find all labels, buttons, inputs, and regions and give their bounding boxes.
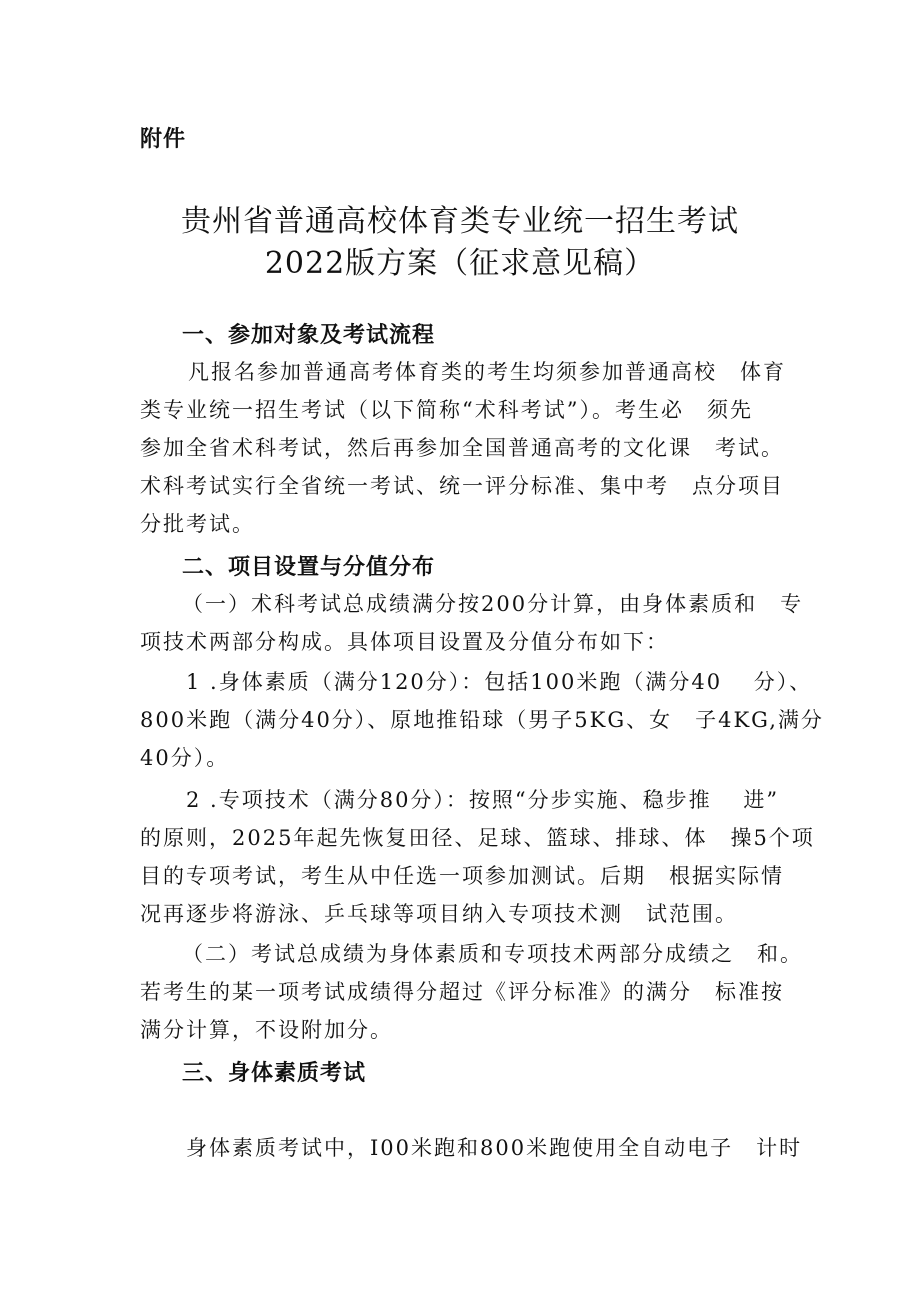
section-2-p4-line-3: 满分计算，不设附加分。 bbox=[140, 1018, 393, 1042]
section-1-line-3: 参加全省术科考试，然后再参加全国普通高考的文化课 考试。 bbox=[140, 436, 784, 460]
section-1-line-2: 类专业统一招生考试（以下简称“术科考试”）。考生必 须先 bbox=[140, 398, 753, 422]
section-2-p4-line-1: （二）考试总成绩为身体素质和专项技术两部分成绩之 和。 bbox=[182, 942, 803, 966]
section-1-line-5: 分批考试。 bbox=[140, 512, 255, 536]
section-2-p1-line-1: （一）术科考试总成绩满分按200分计算，由身体素质和 专 bbox=[182, 592, 804, 616]
document-title-line-2: 2022版方案（征求意见稿） bbox=[264, 246, 656, 281]
attachment-label: 附件 bbox=[140, 127, 187, 152]
section-3-heading: 三、身体素质考试 bbox=[182, 1061, 367, 1086]
section-2-p2-line-1: 1 .身体素质（满分120分）：包括100米跑（满分40 分）、 bbox=[186, 670, 813, 694]
section-2-p3-line-4: 况再逐步将游泳、乒乓球等项目纳入专项技术测 试范围。 bbox=[140, 902, 738, 926]
document-title-line-1: 贵州省普通高校体育类专业统一招生考试 bbox=[181, 204, 739, 239]
section-2-heading: 二、项目设置与分值分布 bbox=[182, 555, 436, 580]
section-2-p3-line-2: 的原则，2025年起先恢复田径、足球、篮球、排球、体 操5个项 bbox=[140, 826, 815, 850]
section-3-line-1: 身体素质考试中，I00米跑和800米跑使用全自动电子 计时 bbox=[186, 1136, 803, 1160]
section-2-p2-line-2: 800米跑（满分40分）、原地推铅球（男子5KG、女 子4KG,满分 bbox=[140, 708, 824, 732]
section-2-p3-line-3: 目的专项考试，考生从中任选一项参加测试。后期 根据实际情 bbox=[140, 864, 784, 888]
section-2-p3-line-1: 2 .专项技术（满分80分）：按照“分步实施、稳步推 进” bbox=[186, 788, 780, 812]
section-1-line-4: 术科考试实行全省统一考试、统一评分标准、集中考 点分项目 bbox=[140, 474, 784, 498]
section-1-heading: 一、参加对象及考试流程 bbox=[182, 323, 436, 348]
section-2-p2-line-3: 40分）。 bbox=[140, 746, 230, 770]
section-1-line-1: 凡报名参加普通高考体育类的考生均须参加普通高校 体育 bbox=[188, 360, 786, 384]
section-2-p1-line-2: 项技术两部分构成。具体项目设置及分值分布如下： bbox=[140, 630, 669, 654]
section-2-p4-line-2: 若考生的某一项考试成绩得分超过《评分标准》的满分 标准按 bbox=[140, 980, 784, 1004]
